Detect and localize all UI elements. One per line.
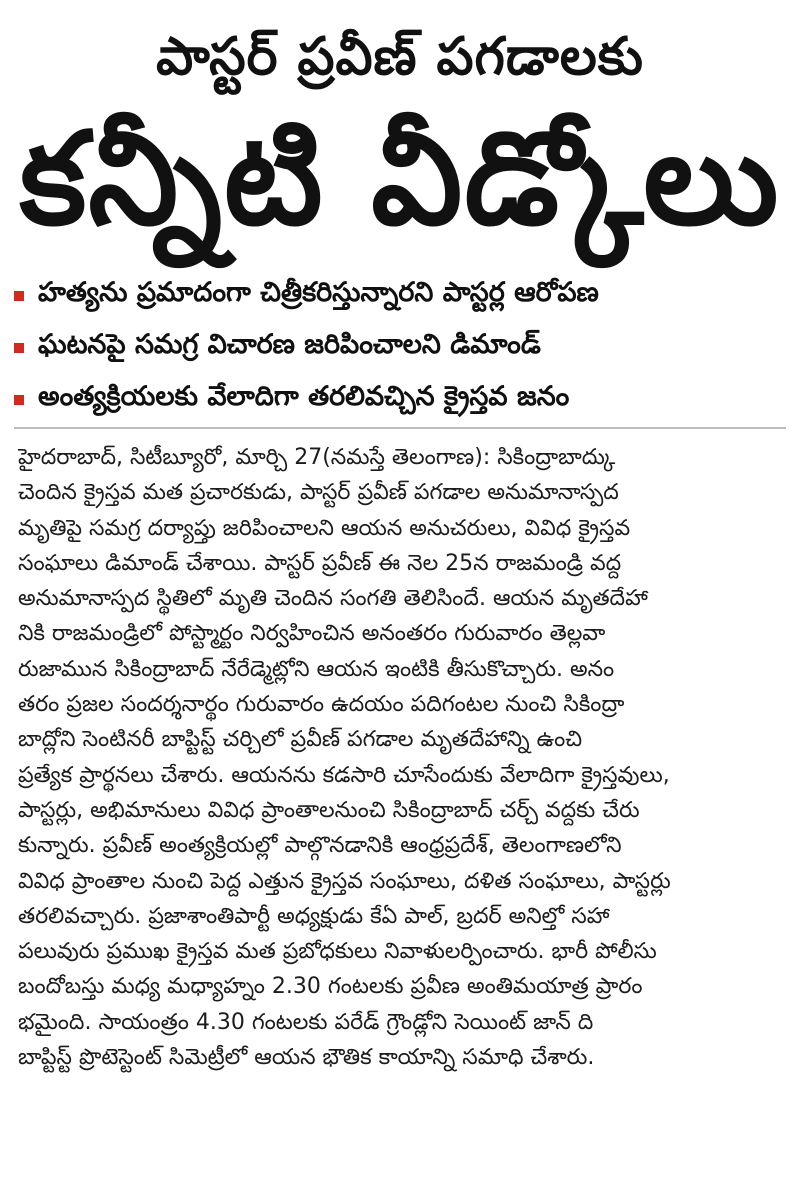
bullet-text: ఘటనపై సమగ్ర విచారణ జరిపించాలని డిమాండ్ — [38, 329, 541, 360]
body-line: పాస్టర్లు, అభిమానులు వివిధ ప్రాంతాలనుంచి సికింద్రాబాద్ చర్చ్ వద్దకు చేరు — [18, 797, 640, 823]
body-line: నికి రాజమండ్రిలో పోస్ట్మార్టం నిర్వహించిన అనంతరం గురువారం తెల్లవా — [18, 621, 606, 647]
highlight-bullets — [14, 270, 786, 426]
body-line: కున్నారు. ప్రవీణ్ అంత్యక్రియల్లో పాల్గొనడానికి ఆంధ్రప్రదేశ్, తెలంగాణలోని — [18, 833, 622, 859]
body-line: బాద్లోని సెంటినరీ బాప్టిస్ట్ చర్చిలో ప్రవీణ్ పగడాల మృతదేహాన్ని ఉంచి — [18, 727, 583, 753]
headline-kicker: పాస్టర్ ప్రవీణ్ పగడాలకు — [156, 27, 644, 87]
bullet-item — [14, 374, 786, 426]
body-line: బందోబస్తు మధ్య మధ్యాహ్నం 2.30 గంటలకు ప్రవీణ అంతిమయాత్ర ప్రారం — [18, 974, 643, 1000]
body-line: అనుమానాస్పద స్థితిలో మృతి చెందిన సంగతి తెలిసిందే. ఆయన మృతదేహా — [18, 586, 648, 612]
article-body — [18, 440, 786, 1075]
body-line: భమైంది. సాయంత్రం 4.30 గంటలకు పరేడ్ గ్రౌండ్లోని సెయింట్ జాన్ ది — [18, 1009, 594, 1035]
bullet-text: హత్యను ప్రమాదంగా చిత్రీకరిస్తున్నారని పాస్టర్ల ఆరోపణ — [38, 277, 599, 308]
bullet-text: అంత్యక్రియలకు వేలాదిగా తరలివచ్చిన క్రైస్తవ జనం — [38, 381, 570, 412]
body-line: చెందిన క్రైస్తవ మత ప్రచారకుడు, పాస్టర్ ప్రవీణ్ పగడాల అనుమానాస్పద — [18, 480, 619, 506]
body-line: పలువురు ప్రముఖ క్రైస్తవ మత ప్రబోధకులు నివాళులర్పించారు. భారీ పోలీసు — [18, 939, 657, 965]
body-line: సంఘాలు డిమాండ్ చేశాయి. పాస్టర్ ప్రవీణ్ ఈ నెల 25న రాజమండ్రి వద్ద — [18, 550, 622, 576]
square-bullet-icon — [14, 343, 24, 353]
body-line: తరలివచ్చారు. ప్రజాశాంతిపార్టీ అధ్యక్షుడు కేఏ పాల్, బ్రదర్ అనిల్తో సహా — [18, 903, 610, 929]
body-line: తరం ప్రజల సందర్శనార్థం గురువారం ఉదయం పదిగంటల నుంచి సికింద్రా — [18, 692, 625, 718]
body-line: ప్రత్యేక ప్రార్థనలు చేశారు. ఆయనను కడసారి చూసేందుకు వేలాదిగా క్రైస్తవులు, — [18, 762, 670, 788]
headline-main: కన్నీటి వీడ్కోలు — [19, 105, 781, 254]
body-line: బాప్టిస్ట్ ప్రొటెస్టెంట్ సిమెట్రీలో ఆయన భౌతిక కాయాన్ని సమాధి చేశారు. — [18, 1045, 595, 1071]
bullet-item — [14, 270, 786, 322]
body-line: వివిధ ప్రాంతాల నుంచి పెద్ద ఎత్తున క్రైస్తవ సంఘాలు, దళిత సంఘాలు, పాస్టర్లు — [18, 868, 671, 894]
body-line: మృతిపై సమగ్ర దర్యాప్తు జరిపించాలని ఆయన అనుచరులు, వివిధ క్రైస్తవ — [18, 515, 631, 541]
square-bullet-icon — [14, 291, 24, 301]
square-bullet-icon — [14, 395, 24, 405]
body-line: రుజామున సికింద్రాబాద్ నేరేడ్మెట్లోని ఆయన ఇంటికి తీసుకొచ్చారు. అనం — [18, 656, 615, 682]
bullet-item — [14, 322, 786, 374]
divider — [14, 427, 786, 429]
body-line: హైదరాబాద్, సిటీబ్యూరో, మార్చి 27(నమస్తే తెలంగాణ): సికింద్రాబాద్కు — [18, 445, 616, 470]
